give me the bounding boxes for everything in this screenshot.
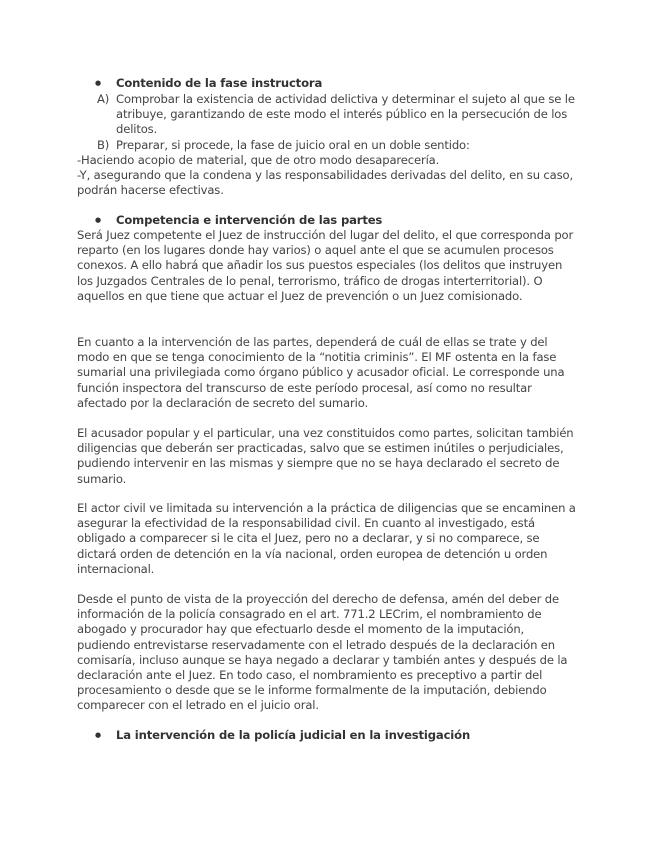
list-item-a [97, 92, 577, 138]
paragraph-derecho-defensa: Desde el punto de vista de la proyección del derecho de defensa, amén del deber de información de la policía consagrado en el art. 771.2 LECrim, el nombramiento de abogado y procurador hay que efectuarlo desde el momento de la imputación, pudiendo entrevistarse reservadamente con el letrado después de la declaración en comisaría, incluso aunque se haya negado a declarar y también antes y después de la declaración ante el Juez. En todo caso, el nombramiento es preceptivo a partir del procesamiento o desde que se le informe formalmente de la imputación, debiendo comparecer con el letrado en el juicio oral. [77, 592, 568, 713]
list-marker-b: B) [97, 138, 110, 152]
heading-fase-instructora: ● Contenido de la fase instructora [97, 76, 567, 91]
heading-competencia: ● Competencia e intervención de las partes [97, 213, 567, 228]
paragraph-intervencion-partes: En cuanto a la intervención de las partes, dependerá de cuál de ellas se trate y del modo en que se tenga conocimiento de la “notitia criminis”. El MF ostenta en la fase sumarial una privilegiada como órgano público y acusador oficial. Le corresponde una función inspectora del transcurso de este período procesal, así como no resultar afectado por la declaración de secreto del sumario. [77, 335, 565, 410]
list-item-b [97, 138, 577, 153]
paragraph-competencia: Será Juez competente el Juez de instrucción del lugar del delito, el que corresponda por reparto (en los lugares donde hay varios) o aquel ante el que se acumulen procesos conexos. A ello habrá que añadir los sus puestos especiales (los delitos que instruyen los Juzgados Centrales de lo penal, terrorismo, tráfico de drogas interterritorial). O aquellos en que tiene que actuar el Juez de prevención o un Juez comisionado. [77, 228, 574, 303]
paragraph-actor-civil: El actor civil ve limitada su intervención a la práctica de diligencias que se encaminen a asegurar la efectividad de la responsabilidad civil. En cuanto al investigado, está obligado a comparecer si le cita el Juez, pero no a declarar, y si no comparece, se dictará orden de detención en la vía nacional, orden europea de detención u orden internacional. [77, 501, 576, 576]
paragraph-acusador: El acusador popular y el particular, una vez constituidos como partes, solicitan también diligencias que deberán ser practicadas, salvo que se estimen inútiles o perjudiciales, pudiendo intervenir en las mismas y siempre que no se haya declarado el secreto de sumario. [77, 426, 574, 486]
list-marker-a: A) [97, 92, 110, 106]
line-asegurando: -Y, asegurando que la condena y las responsabilidades derivadas del delito, en su caso, podrán hacerse efectivas. [77, 168, 573, 198]
heading-policia-judicial: ● La intervención de la policía judicial en la investigación [97, 728, 567, 743]
line-acopio: -Haciendo acopio de material, que de otro modo desaparecería. [77, 153, 440, 167]
list-text-b: Preparar, si procede, la fase de juicio oral en un doble sentido: [116, 138, 470, 152]
list-text-a: Comprobar la existencia de actividad delictiva y determinar el sujeto al que se le atribuye, garantizando de este modo el interés público en la persecución de los delitos. [116, 92, 575, 137]
